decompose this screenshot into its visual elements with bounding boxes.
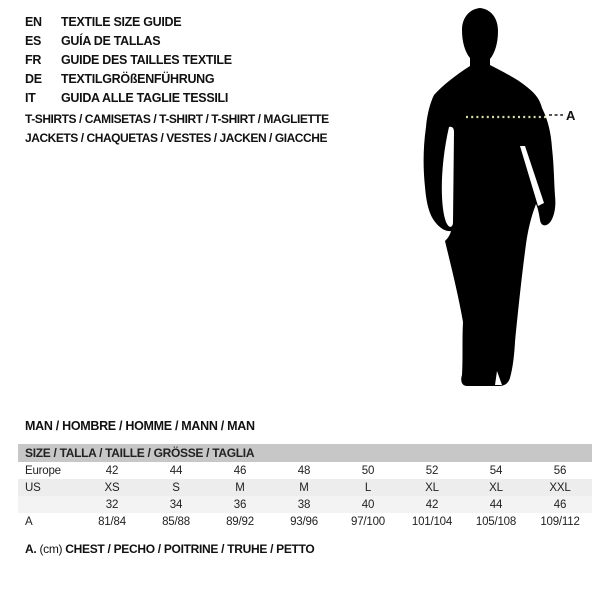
size-cell: XL (489, 481, 503, 494)
size-cell: 109/112 (540, 515, 580, 528)
size-cell: 44 (169, 464, 183, 477)
man-silhouette (400, 0, 600, 400)
size-cell: 54 (489, 464, 503, 477)
size-cell: 52 (425, 464, 439, 477)
size-cell: 89/92 (226, 515, 254, 528)
size-cell: 105/108 (475, 515, 517, 528)
lang-label: TEXTILE SIZE GUIDE (61, 14, 182, 29)
table-row-europe (18, 462, 592, 479)
size-cell: XXL (549, 481, 571, 494)
size-cell: 97/100 (351, 515, 385, 528)
category-jackets: JACKETS / CHAQUETAS / VESTES / JACKEN / GIACCHE (25, 131, 328, 145)
table-row-numeric (18, 496, 592, 513)
size-cell: 40 (361, 498, 375, 511)
size-cell: 36 (233, 498, 247, 511)
lang-code: IT (25, 90, 36, 105)
size-cell: 81/84 (98, 515, 126, 528)
lang-label: TEXTILGRÖßENFÜHRUNG (61, 71, 215, 86)
size-cell: 85/88 (162, 515, 190, 528)
size-cell: 42 (425, 498, 439, 511)
footnote-label: CHEST / PECHO / POITRINE / TRUHE / PETTO (65, 542, 315, 556)
lang-code: ES (25, 33, 42, 48)
size-table-header: SIZE / TALLA / TAILLE / GRÖSSE / TAGLIA (18, 444, 592, 462)
section-title-man: MAN / HOMBRE / HOMME / MANN / MAN (25, 419, 255, 433)
size-cell: XL (425, 481, 439, 494)
lang-label: GUIDA ALLE TAGLIE TESSILI (61, 90, 229, 105)
size-cell: 38 (297, 498, 311, 511)
size-table (18, 444, 592, 530)
measurement-footnote (25, 542, 314, 556)
table-row-chest-a (18, 513, 592, 530)
size-cell: M (235, 481, 245, 494)
garment-categories (25, 110, 329, 148)
lang-row-es (25, 31, 232, 50)
size-cell: 32 (105, 498, 119, 511)
size-cell: XS (104, 481, 120, 494)
lang-label: GUÍA DE TALLAS (61, 33, 161, 48)
lang-label: GUIDE DES TAILLES TEXTILE (61, 52, 232, 67)
table-row-us (18, 479, 592, 496)
lang-code: EN (25, 14, 42, 29)
size-cell: 48 (297, 464, 311, 477)
lang-code: FR (25, 52, 42, 67)
size-cell: S (172, 481, 180, 494)
size-cell: 42 (105, 464, 119, 477)
lang-row-it (25, 88, 232, 107)
size-cell: 56 (553, 464, 567, 477)
size-cell: 93/96 (290, 515, 318, 528)
row-label: A (25, 515, 33, 528)
size-cell: L (364, 481, 372, 494)
size-cell: 50 (361, 464, 375, 477)
lang-row-fr (25, 50, 232, 69)
size-cell: M (299, 481, 309, 494)
lang-code: DE (25, 71, 42, 86)
category-tshirts: T-SHIRTS / CAMISETAS / T-SHIRT / T-SHIRT / MAGLIETTE (25, 112, 329, 126)
size-cell: 101/104 (411, 515, 453, 528)
size-cell: 44 (489, 498, 503, 511)
lang-row-de (25, 69, 232, 88)
footnote-prefix: A. (25, 542, 37, 556)
size-cell: 46 (233, 464, 247, 477)
size-cell: 34 (169, 498, 183, 511)
row-label: Europe (25, 464, 61, 477)
row-label: US (25, 481, 41, 494)
footnote-unit: (cm) (39, 542, 63, 556)
figure-illustration (400, 0, 600, 400)
size-cell: 46 (553, 498, 567, 511)
measure-label-a: A (566, 108, 576, 123)
language-list (25, 12, 232, 107)
lang-row-en (25, 12, 232, 31)
